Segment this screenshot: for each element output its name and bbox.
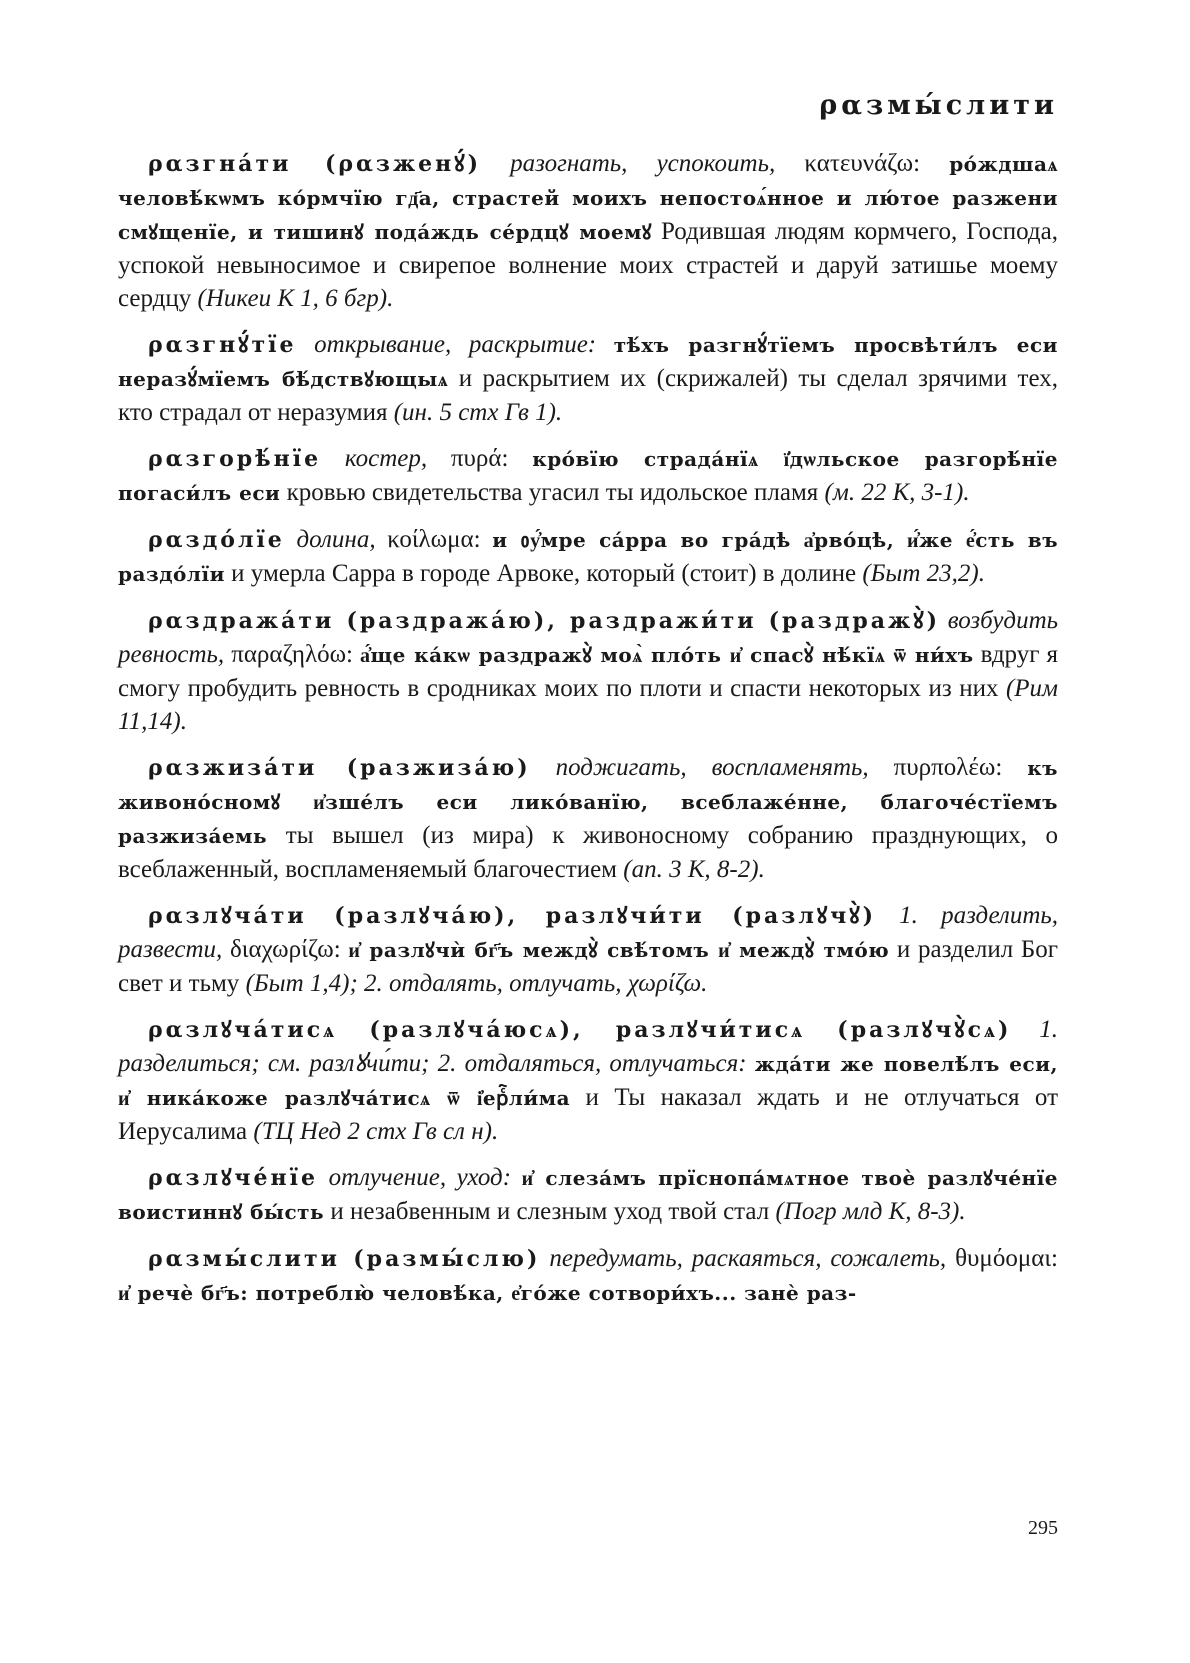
entry-definition: долина, <box>296 526 376 553</box>
entry-headword: ραзлꙋча́ти (разлꙋча́ю), разлꙋчи́ти (разлꙋчꙋ̀) <box>148 903 876 929</box>
entry-translation: Родившая людям кормчего, Господа, успокой невыносимое и свирепое волнение моих страстей и даруй затишье моему сердцу <box>118 218 1058 312</box>
entry-reference: (ин. 5 стх Гв 1). <box>393 399 563 426</box>
entry-headword: ραзлꙋче́нїе <box>148 1165 318 1191</box>
entry-translation: и разделил Бог свет и тьму <box>118 936 1059 997</box>
entry-definition: передумать, раскаяться, сожалеть, <box>549 1245 947 1272</box>
entry-reference: (Рим 11,14). <box>118 675 1058 735</box>
entry-reference: (Быт 1,4); 2. отдалять, отлучать, χωρίζω. <box>245 970 708 997</box>
entry-greek: κατευνάζω: <box>804 150 921 177</box>
entry-slavonic-quote: и҆ речѐ бг҃ъ: потреблю̀ человѣ́ка, е҆го́же сотвори́хъ... занѐ раз- <box>118 1281 857 1305</box>
dictionary-entry <box>118 1013 1058 1148</box>
entry-translation: и Ты наказал ждать и не отлучаться от Иерусалима <box>118 1084 1058 1145</box>
entry-greek: κοίλωμα: <box>387 526 481 553</box>
page-number: 295 <box>1028 1517 1058 1539</box>
entry-translation: вдруг я смогу пробудить ревность в сродниках моих по плоти и спасти некоторых из них <box>118 641 1059 702</box>
entry-definition: возбудить ревность, <box>118 607 1058 668</box>
entry-headword: ραзгнꙋ́тїе <box>148 332 297 358</box>
entry-reference: (Быт 23,2). <box>862 560 985 587</box>
dictionary-entry <box>118 147 1058 315</box>
entry-greek: πυρπολέω: <box>893 754 1003 781</box>
entry-greek: πυρά: <box>450 445 509 472</box>
entry-slavonic-quote: и҆ разлꙋчѝ бг҃ъ междꙋ̀ свѣ́томъ и҆ междꙋ̀ тмо́ю <box>348 938 890 962</box>
entry-definition: открывание, раскрытие: <box>314 331 597 358</box>
dictionary-entry <box>118 523 1058 591</box>
entry-definition: отлучение, уход: <box>328 1164 512 1191</box>
entry-headword: ραзгорѣ́нїе <box>148 446 322 472</box>
entry-translation: кровью свидетельства угасил ты идольское пламя <box>286 479 819 506</box>
entries-list <box>118 147 1058 1310</box>
entry-slavonic-quote: и ᲂу҆́мре са́рра во гра́дѣ а҆рво́цѣ, и҆́же е҆́сть въ раздо́лїи <box>118 528 1059 586</box>
entry-slavonic-quote: жда́ти же повелѣ́лъ еси, и҆ ника́коже разлꙋча́тисѧ ѿ і҆ерⷭ҇ли́ма <box>118 1052 1058 1110</box>
dictionary-entry <box>118 1242 1058 1310</box>
entry-definition: 1. разделиться; см. разлꙋчи́ти; 2. отдаляться, отлучаться: <box>118 1016 1058 1077</box>
dictionary-entry <box>118 899 1058 1000</box>
entry-reference: (ап. 3 К, 8-2). <box>623 856 765 883</box>
entry-slavonic-quote: а҆́ще ка́кѡ раздражꙋ̀ моѧ̀ пло́ть и҆ спасꙋ̀ нѣ́кїѧ ѿ ни́хъ <box>360 643 974 667</box>
entry-slavonic-quote: къ живоно́сномꙋ и҆зше́лъ еси лико́ванїю, всеблаже́нне, благоче́стїемъ разжиза́емь <box>118 756 1059 848</box>
entry-definition: поджигать, воспламенять, <box>555 754 869 781</box>
entry-headword: ραзмы́слити (размы́слю) <box>148 1246 541 1272</box>
dictionary-entry <box>118 751 1058 886</box>
entry-slavonic-quote: и҆ слеза́мъ прїснопа́мѧтное твоѐ разлꙋче́нїе воистиннꙋ бы́сть <box>118 1166 1059 1224</box>
running-head: ραзмы́слити <box>819 90 1058 121</box>
entry-translation: ты вышел (из мира) к живоносному собранию празднующих, о всеблаженный, воспламеняемый благочестием <box>118 822 1059 883</box>
entry-definition: костер, <box>344 445 428 472</box>
entry-reference: (Никеи К 1, 6 бгр). <box>197 285 394 312</box>
dictionary-entry <box>118 1161 1058 1229</box>
entry-reference: (ТЦ Нед 2 стх Гв сл н). <box>253 1118 499 1145</box>
dictionary-page <box>118 80 1058 1620</box>
entry-slavonic-quote: кро́вїю страда́нїѧ ї҆дѡльское разгорѣ́нїе погаси́лъ еси <box>118 447 1059 505</box>
entry-definition: разогнать, успокоить, <box>510 150 776 177</box>
entry-translation: и раскрытием их (скрижалей) ты сделал зрячими тех, кто страдал от неразумия <box>118 365 1059 426</box>
entry-headword: ραзлꙋча́тисѧ (разлꙋча́юсѧ), разлꙋчи́тисѧ (разлꙋчꙋ̀сѧ) <box>148 1017 1012 1043</box>
entry-headword: ραздо́лїе <box>148 527 285 553</box>
entry-slavonic-quote: ро́ждшаѧ человѣ́кѡмъ ко́рмчїю гд҃а, страстей моихъ непостоѧ́нное и лю́тое разжени смꙋщенїе, и тишинꙋ пода́ждь се́рдцꙋ моемꙋ <box>118 152 1058 244</box>
entry-translation: и умерла Сарра в городе Арвоке, который (стоит) в долине <box>231 560 857 587</box>
dictionary-entry <box>118 328 1058 429</box>
entry-headword: ραздража́ти (раздража́ю), раздражи́ти (раздражꙋ̀) <box>148 608 940 634</box>
entry-greek: παραζηλόω: <box>231 641 353 668</box>
entry-reference: (м. 22 К, 3-1). <box>824 479 970 506</box>
dictionary-entry <box>118 442 1058 510</box>
entry-definition: 1. разделить, развести, <box>118 902 1058 963</box>
entry-greek: θυμόομαι: <box>955 1245 1059 1272</box>
entry-slavonic-quote: тѣ́хъ разгнꙋ́тїемъ просвѣти́лъ еси неразꙋ́мїемъ бѣ́дствꙋющыѧ <box>118 333 1059 391</box>
entry-translation: и незабвенным и слезным уход твой стал <box>330 1198 770 1225</box>
dictionary-entry <box>118 604 1058 738</box>
entry-reference: (Погр млд К, 8-3). <box>775 1198 966 1225</box>
entry-greek: διαχωρίζω: <box>230 936 341 963</box>
entry-headword: ραзгна́ти (ραзженꙋ́) <box>148 151 482 177</box>
entry-headword: ραзжиза́ти (разжиза́ю) <box>148 755 531 781</box>
